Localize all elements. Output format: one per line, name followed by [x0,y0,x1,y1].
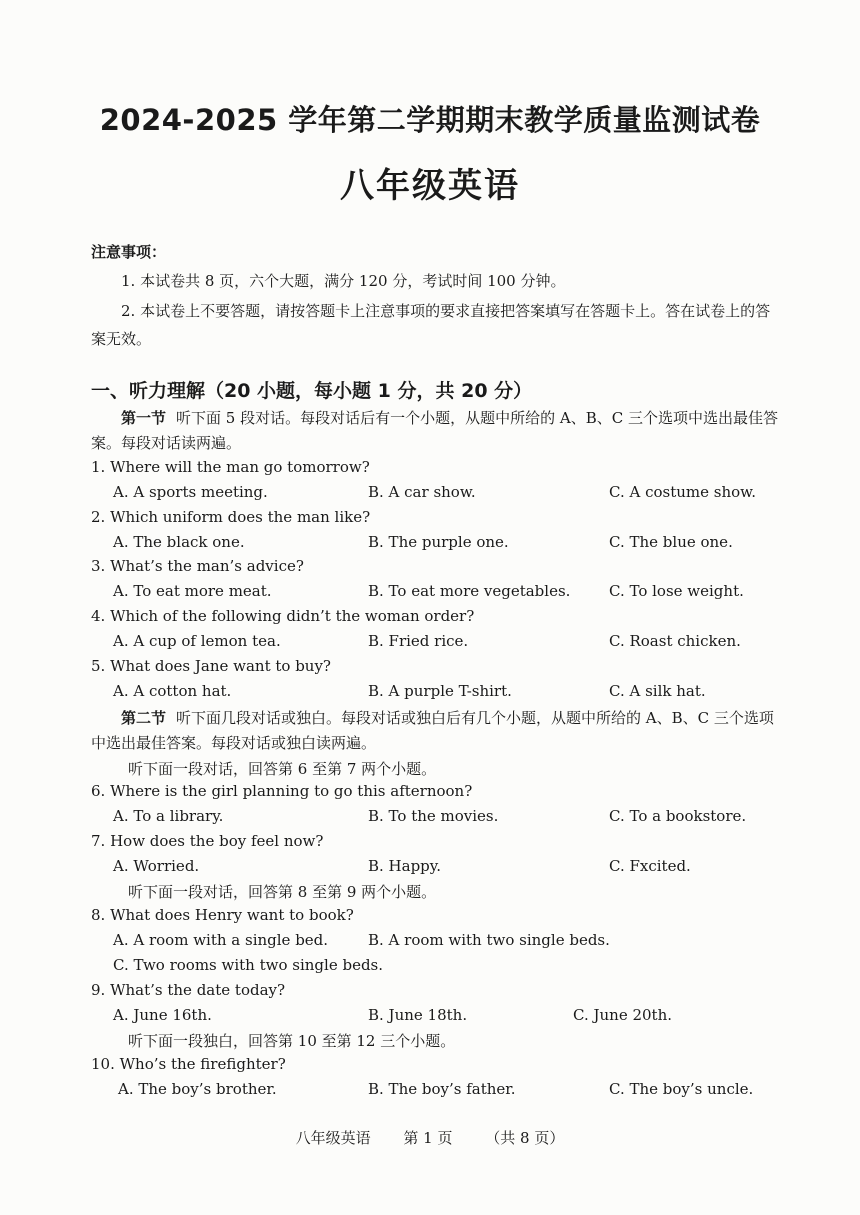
question-stem: 10. Who’s the firefighter? [91,1055,286,1073]
option-c: C. June 20th. [573,1006,673,1024]
question-stem: 9. What’s the date today? [91,981,286,999]
question-stem: 1. Where will the man go tomorrow? [91,458,370,476]
part2-label: 第二节 [121,709,167,727]
footer-page-number: 第 1 页 [403,1129,453,1147]
option-a: A. To eat more meat. [113,582,272,600]
question-stem: 3. What’s the man’s advice? [91,557,304,575]
part1-label: 第一节 [121,409,167,427]
option-c: C. Roast chicken. [609,632,741,650]
section-heading-listening: 一、听力理解（20 小题，每小题 1 分，共 20 分） [91,380,533,402]
page-footer [0,1127,860,1148]
part2-intro [91,706,781,756]
option-c: C. A costume show. [609,483,756,501]
option-a: A. A cotton hat. [113,682,232,700]
part1-intro [91,406,781,456]
option-b: B. June 18th. [368,1006,468,1024]
option-c: C. Fxcited. [609,857,691,875]
question-stem: 7. How does the boy feel now? [91,832,324,850]
notice-item-1: 1. 本试卷共 8 页，六个大题，满分 120 分，考试时间 100 分钟。 [121,272,566,290]
listening-instruction: 听下面一段对话，回答第 8 至第 9 两个小题。 [128,883,437,901]
option-b: B. A room with two single beds. [368,931,610,949]
option-b: B. Happy. [368,857,442,875]
option-c: C. To lose weight. [609,582,744,600]
question-stem: 5. What does Jane want to buy? [91,657,331,675]
footer-subject: 八年级英语 [295,1129,371,1147]
part2-instructions: 听下面几段对话或独白。每段对话或独白后有几个小题，从题中所给的 A、B、C 三个选项中选出最佳答案。每段对话或独白读两遍。 [91,709,774,752]
option-a: A. The black one. [113,533,245,551]
option-c: C. The blue one. [609,533,733,551]
option-a: A. Worried. [113,857,200,875]
option-b: B. A purple T-shirt. [368,682,512,700]
option-c: C. To a bookstore. [609,807,747,825]
listening-instruction: 听下面一段独白，回答第 10 至第 12 三个小题。 [128,1032,456,1050]
notice-item-2: 2. 本试卷上不要答题，请按答题卡上注意事项的要求直接把答案填写在答题卡上。答在试卷上的答案无效。 [91,302,771,348]
option-c: C. Two rooms with two single beds. [113,956,384,974]
option-a: A. To a library. [113,807,224,825]
question-stem: 2. Which uniform does the man like? [91,508,371,526]
exam-subject-title: 八年级英语 [340,166,520,206]
question-stem: 4. Which of the following didn’t the woman order? [91,607,475,625]
option-b: B. To eat more vegetables. [368,582,571,600]
option-a: A. June 16th. [113,1006,212,1024]
part1-instructions: 听下面 5 段对话。每段对话后有一个小题，从题中所给的 A、B、C 三个选项中选出最佳答案。每段对话读两遍。 [91,409,778,452]
listening-instruction: 听下面一段对话，回答第 6 至第 7 两个小题。 [128,760,437,778]
notice-heading: 注意事项： [91,243,167,261]
option-a: A. The boy’s brother. [118,1080,277,1098]
option-b: B. The purple one. [368,533,509,551]
question-stem: 8. What does Henry want to book? [91,906,354,924]
option-a: A. A cup of lemon tea. [113,632,281,650]
footer-total-pages: （共 8 页） [485,1129,565,1147]
option-b: B. To the movies. [368,807,499,825]
option-a: A. A room with a single bed. [113,931,329,949]
exam-title: 2024-2025 学年第二学期期末教学质量监测试卷 [99,103,761,137]
option-c: C. The boy’s uncle. [609,1080,754,1098]
question-stem: 6. Where is the girl planning to go this afternoon? [91,782,473,800]
option-c: C. A silk hat. [609,682,706,700]
option-b: B. A car show. [368,483,476,501]
option-b: B. The boy’s father. [368,1080,516,1098]
option-a: A. A sports meeting. [113,483,268,501]
option-b: B. Fried rice. [368,632,469,650]
